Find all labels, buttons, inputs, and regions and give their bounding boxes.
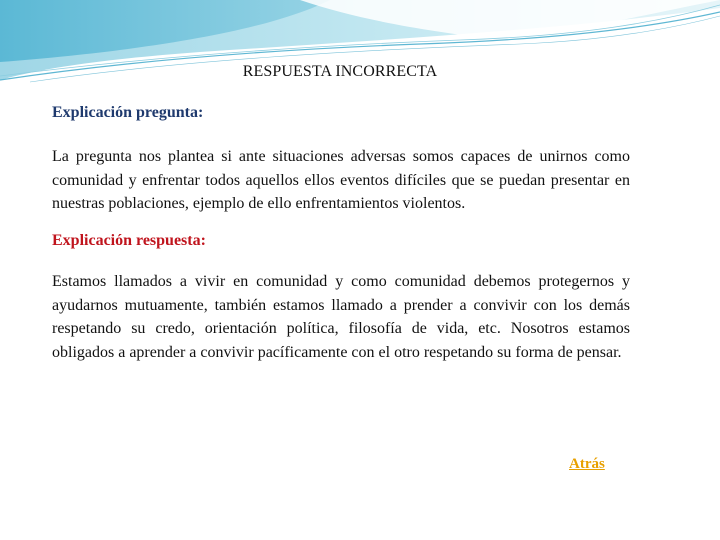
back-link[interactable]: Atrás: [569, 456, 605, 472]
question-explanation-text: La pregunta nos plantea si ante situaciones adversas somos capaces de unirnos como comunidad y enfrentar todos aquellos ellos eventos difíciles que se puedan presentar en nuestras poblaciones, ejemplo de ello enfrentamientos violentos.: [52, 148, 630, 212]
slide-title: RESPUESTA INCORRECTA: [242, 63, 438, 80]
answer-explanation-heading: Explicación respuesta:: [52, 232, 206, 249]
question-explanation-heading: Explicación pregunta:: [52, 104, 204, 121]
answer-explanation-text: Estamos llamados a vivir en comunidad y como comunidad debemos protegernos y ayudarnos mutuamente, también estamos llamado a prender a convivir con los demás respetando su credo, orientación política, filosofía de vida, etc. Nosotros estamos obligados a aprender a convivir pacíficamente con el otro respetando su forma de pensar.: [52, 273, 630, 361]
